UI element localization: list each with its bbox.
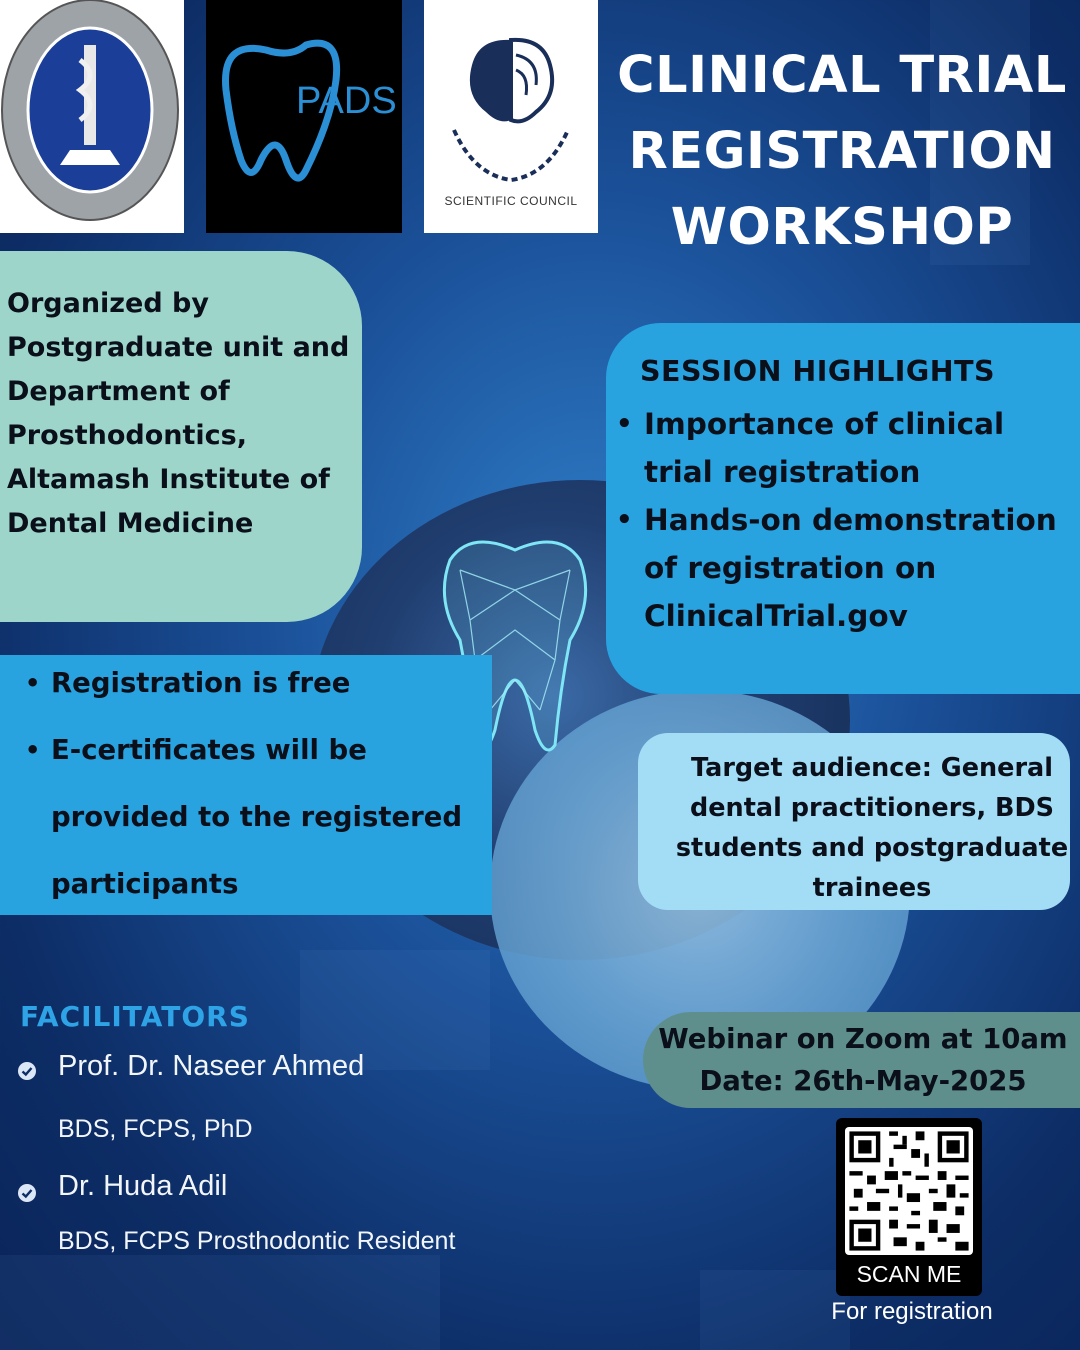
pads-logo [206, 0, 402, 233]
organizer-line: Dental Medicine [7, 508, 254, 539]
pads-text: PADS [296, 80, 397, 122]
scientific-council-logo [424, 0, 598, 233]
organizer-text [7, 282, 367, 546]
altamash-seal-icon [0, 0, 184, 233]
organizer-line: Altamash Institute of [7, 464, 330, 495]
organizer-line: Prosthodontics, [7, 420, 247, 451]
bg-square [0, 1255, 440, 1350]
target-audience-text [674, 748, 1070, 908]
facilitator-name: Prof. Dr. Naseer Ahmed [58, 1050, 365, 1082]
list-item [644, 400, 1080, 496]
session-highlights-list [644, 400, 1080, 640]
facilitator-credentials: BDS, FCPS Prosthodontic Resident [58, 1227, 456, 1255]
list-item [51, 650, 481, 717]
list-item-line: • Importance of clinical [644, 407, 1005, 441]
list-item-line: of registration on [644, 551, 937, 585]
list-item-line: trial registration [644, 455, 921, 489]
organizer-line: Postgraduate unit and [7, 332, 350, 363]
altamash-logo [0, 0, 184, 233]
target-line: students and postgraduate [675, 833, 1069, 863]
qr-code-frame[interactable] [836, 1118, 982, 1296]
brain-fingerprint-icon [424, 0, 598, 190]
qr-code[interactable] [845, 1127, 973, 1255]
facilitators-heading: FACILITATORS [20, 1000, 250, 1033]
list-item-line: • E-certificates will be [51, 734, 367, 766]
list-item-line: participants [51, 868, 239, 900]
check-circle-icon [18, 1184, 36, 1202]
list-item-line: • Registration is free [51, 667, 351, 699]
target-line: Target audience: General [691, 753, 1053, 783]
target-line: dental practitioners, BDS [690, 793, 1054, 823]
facilitator-credentials: BDS, FCPS, PhD [58, 1115, 253, 1143]
list-item-line: provided to the registered [51, 801, 463, 833]
list-item-line: • Hands-on demonstration [644, 503, 1057, 537]
webinar-text [643, 1018, 1080, 1102]
title-line: CLINICAL TRIAL [617, 46, 1067, 105]
registration-info-list [51, 650, 481, 918]
organizer-line: Department of [7, 376, 230, 407]
list-item [51, 717, 481, 918]
qr-caption: For registration [831, 1298, 993, 1325]
title-line: REGISTRATION [628, 122, 1056, 181]
target-line: trainees [812, 873, 932, 903]
webinar-line: Date: 26th-May-2025 [699, 1065, 1027, 1097]
workshop-title [604, 38, 1080, 266]
title-line: WORKSHOP [670, 198, 1014, 257]
check-circle-icon [18, 1062, 36, 1080]
scan-me-label: SCAN ME [856, 1261, 962, 1287]
facilitator-name: Dr. Huda Adil [58, 1170, 228, 1202]
session-heading: SESSION HIGHLIGHTS [640, 355, 996, 388]
list-item [644, 496, 1080, 640]
webinar-line: Webinar on Zoom at 10am [658, 1023, 1068, 1055]
council-text: SCIENTIFIC COUNCIL [444, 194, 578, 208]
list-item-line: ClinicalTrial.gov [644, 599, 908, 633]
qr-code-icon [845, 1127, 973, 1255]
organizer-line: Organized by [7, 288, 209, 319]
